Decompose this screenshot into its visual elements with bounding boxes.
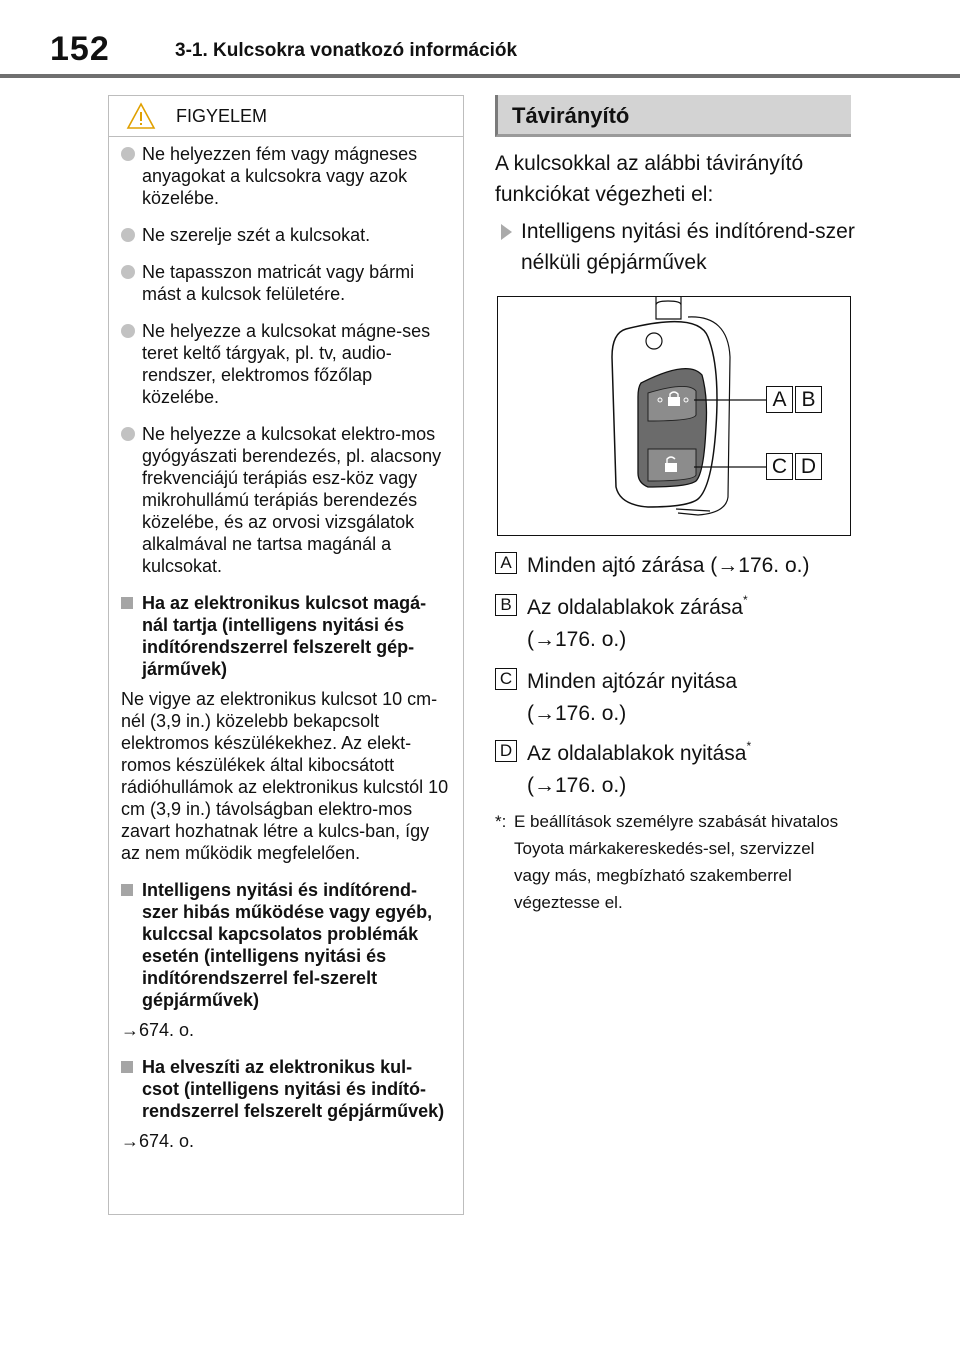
footnote-text: E beállítások személyre szabását hivatalos Toyota márkakereskedés-sel, szervizzel vagy más, megbízható szakemberrel végeztesse el. [514, 812, 839, 912]
caution-reference: →674. o. [121, 1020, 195, 1040]
legend-ref: (→176. o.) [527, 774, 627, 797]
legend-key: A [495, 552, 517, 574]
bullet-dot-icon [121, 427, 135, 441]
caution-reference: →674. o. [121, 1131, 195, 1151]
callout-a: A [766, 386, 793, 413]
header-rule [0, 74, 960, 78]
page-header [0, 0, 960, 78]
unlock-icon [662, 455, 682, 475]
legend-item-b [495, 592, 855, 658]
bullet-dot-icon [121, 324, 135, 338]
callout-c: C [766, 453, 793, 480]
legend-text: Minden ajtózár nyitása [527, 670, 738, 693]
footnote-star: * [746, 739, 752, 753]
caution-subheading: Ha az elektronikus kulcsot magá-nál tartja (intelligens nyitási és indítórendszerrel felszerelt gép-járművek) [121, 592, 449, 680]
bullet-dot-icon [121, 147, 135, 161]
vehicle-type-item: Intelligens nyitási és indítórend-szer nélküli gépjárművek [495, 216, 855, 278]
legend-ref: (→176. o.) [527, 702, 627, 725]
legend-item-d [495, 738, 855, 804]
remote-key-figure [497, 296, 851, 536]
callout-b: B [795, 386, 822, 413]
caution-bullet: Ne szerelje szét a kulcsokat. [121, 224, 449, 246]
legend-item-a [495, 550, 855, 584]
triangle-bullet-icon [501, 224, 512, 240]
caution-bullet: Ne helyezze a kulcsokat mágne-ses teret keltő tárgyak, pl. tv, audio-rendszer, elektromos főzőlap közelébe. [121, 320, 449, 408]
legend-text: Minden ajtó zárása (→176. o.) [527, 554, 810, 577]
bullet-dot-icon [121, 228, 135, 242]
caution-header [109, 96, 463, 137]
square-bullet-icon [121, 884, 133, 896]
warning-triangle-icon [126, 102, 156, 130]
legend-key: D [495, 740, 517, 762]
caution-paragraph: Ne vigye az elektronikus kulcsot 10 cm-nél (3,9 in.) közelebb bekapcsolt elektromos készülékekhez. Az elekt-romos készülékek által kibocsátott rádióhullámok az elektronikus kulcstól 10 cm (3,9 in.) távolságban elektro-mos zavart hozhatnak létre a kulcs-ban, így az nem működik megfelelően. [121, 689, 449, 863]
caution-subheading: Ha elveszíti az elektronikus kul-csot (intelligens nyitási és indító-rendszerrel felszerelt gépjárművek) [121, 1056, 449, 1122]
caution-title: FIGYELEM [176, 106, 268, 126]
legend-key: C [495, 668, 517, 690]
square-bullet-icon [121, 597, 133, 609]
legend-item-c [495, 666, 855, 732]
caution-bullet: Ne helyezze a kulcsokat elektro-mos gyógyászati berendezés, pl. alacsony frekvenciájú terápiás esz-köz vagy mikrohullámú terápiás berendezés közelébe, és az orvosi vizsgálatok alkalmával ne tartsa magánál a kulcsokat. [121, 423, 449, 577]
remote-heading: Távirányító [495, 95, 851, 137]
footnote-star: * [742, 593, 748, 607]
page-number: 152 [50, 30, 110, 68]
lock-icon [656, 390, 692, 408]
key-fob-illustration [498, 297, 850, 535]
legend-text: Az oldalablakok zárása [527, 596, 743, 619]
caution-bullet: Ne helyezzen fém vagy mágneses anyagokat a kulcsokra vagy azok közelébe. [121, 143, 449, 209]
caution-subheading: Intelligens nyitási és indítórend-szer hibás működése vagy egyéb, kulccsal kapcsolatos problémák esetén (intelligens nyitási és indítórendszerrel fel-szerelt gépjárművek) [121, 879, 449, 1011]
caution-box [108, 95, 464, 1215]
callout-d: D [795, 453, 822, 480]
caution-bullet: Ne tapasszon matricát vagy bármi mást a kulcsok felületére. [121, 261, 449, 305]
remote-intro: A kulcsokkal az alábbi távirányító funkciókat végezheti el: [495, 152, 804, 206]
bullet-dot-icon [121, 265, 135, 279]
legend-ref: (→176. o.) [527, 628, 627, 651]
section-title: 3-1. Kulcsokra vonatkozó információk [175, 40, 518, 61]
square-bullet-icon [121, 1061, 133, 1073]
legend-text: Az oldalablakok nyitása [527, 742, 747, 765]
caution-body [109, 137, 463, 1152]
legend-key: B [495, 594, 517, 616]
footnote-mark: *: [495, 812, 507, 831]
